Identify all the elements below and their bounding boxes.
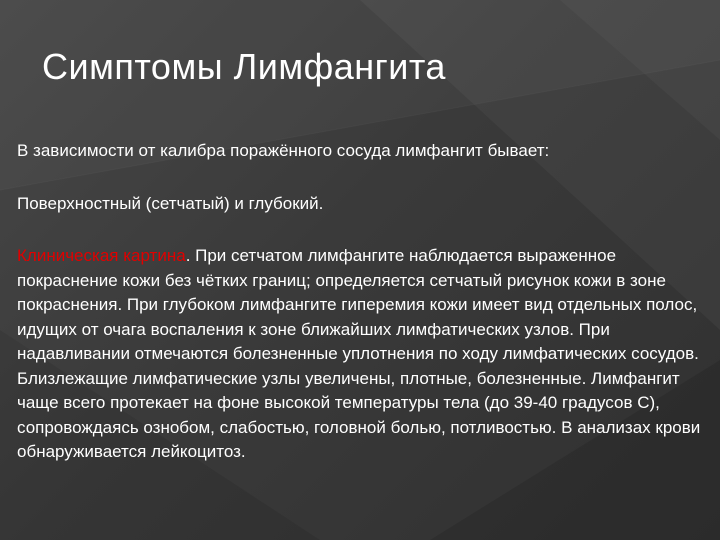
paragraph-types: Поверхностный (сетчатый) и глубокий. xyxy=(17,193,324,213)
slide-title: Симптомы Лимфангита xyxy=(42,46,446,87)
paragraph-calibre: В зависимости от калибра поражённого сосуда лимфангит бывает: xyxy=(17,141,550,160)
paragraph-clinical-picture xyxy=(17,244,705,465)
clinical-picture-text: . При сетчатом лимфангите наблюдается выраженное покраснение кожи без чётких границ; определяется сетчатый рисунок кожи в зоне покраснения. При глубоком лимфангите гиперемия кожи имеет вид отдельных полос, идущих от очага воспаления к зоне ближайших лимфатических узлов. При надавливании отмечаются болезненные уплотнения по ходу лимфатических сосудов. Близлежащие лимфатические узлы увеличены, плотные, болезненные. Лимфангит чаще всего протекает на фоне высокой температуры тела (до 39-40 градусов С), сопровождаясь ознобом, слабостью, головной болью, потливостью. В анализах крови обнаруживается лейкоцитоз. xyxy=(17,246,701,461)
slide-body xyxy=(17,139,705,465)
clinical-picture-heading: Клиническая картина xyxy=(17,246,186,265)
